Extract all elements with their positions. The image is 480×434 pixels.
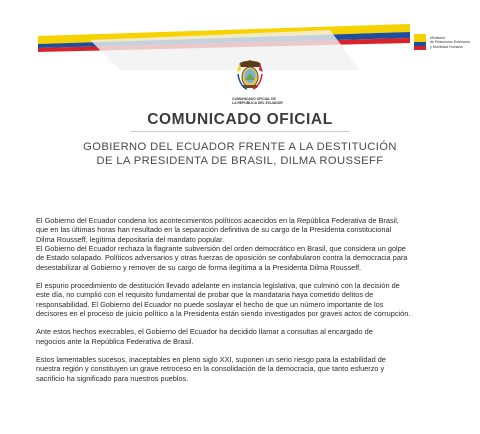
paragraph-line: este día, no cumplió con el requisito fundamental de probar que la mandataria haya cometido delitos de bbox=[36, 290, 374, 300]
paragraph-line: negocios ante la República Federativa de Brasil. bbox=[36, 336, 194, 346]
ministry-line-3: y Movilidad Humana bbox=[430, 44, 463, 49]
arms-caption-line-2: LA REPÚBLICA DEL ECUADOR bbox=[232, 101, 283, 106]
subtitle-line-1: GOBIERNO DEL ECUADOR FRENTE A LA DESTITUCIÓN bbox=[83, 141, 397, 153]
paragraph-line: Ante estos hechos execrables, el Gobierno del Ecuador ha decidido llamar a consultas al encargado de bbox=[36, 327, 373, 337]
paragraph-line: de Estado solapado. Políticos adversarios y otras fuerzas de oposición se confabularon contra la democracia para bbox=[36, 253, 408, 263]
paragraph-line: que en las últimas horas han resultado en la separación definitiva de su cargo de la Presidenta constitucional bbox=[36, 225, 392, 235]
paragraph-5 bbox=[36, 355, 466, 383]
communique-body bbox=[36, 216, 466, 383]
arms-caption bbox=[232, 97, 292, 105]
paragraph-line: El Gobierno del Ecuador rechaza la flagrante subversión del orden democrático en Brasil, que considera un golpe bbox=[36, 244, 406, 254]
ministry-logo bbox=[412, 30, 474, 62]
paragraph-line: El espurio procedimiento de destitución llevado adelante en instancia legislativa, que culminó con la decisión de bbox=[36, 281, 400, 291]
page-title: COMUNICADO OFICIAL bbox=[147, 111, 333, 128]
paragraph-line: nuestra región y constituyen un grave retroceso en la consolidación de la democracia, que tanto esfuerzo y bbox=[36, 364, 385, 374]
paragraph-4 bbox=[36, 327, 466, 346]
page-subtitle bbox=[0, 140, 480, 168]
paragraph-line: El Gobierno del Ecuador condena los acontecimientos políticos acaecidos en la República Federativa de Brasil, bbox=[36, 216, 399, 225]
subtitle-line-2: DE LA PRESIDENTA DE BRASIL, DILMA ROUSSEFF bbox=[96, 155, 384, 167]
arms-caption-line-1: COMUNICADO OFICIAL DE bbox=[232, 97, 276, 101]
paragraph-line: Estos lamentables sucesos, inaceptables en pleno siglo XXI, suponen un serio riesgo para la estabilidad de bbox=[36, 355, 386, 365]
paragraph-line: decisores en el proceso de juicio político a la Presidenta están siendo investigados por graves actos de corrupción. bbox=[36, 309, 411, 319]
paragraph-3 bbox=[36, 281, 466, 318]
paragraph-1 bbox=[36, 216, 466, 244]
paragraph-line: desestabilizar al Gobierno y remover de su cargo de forma ilegítima a la Presidenta Dilma Rousseff. bbox=[36, 262, 362, 272]
title-divider bbox=[130, 131, 350, 132]
paragraph-2 bbox=[36, 244, 466, 272]
ministry-flag-icon bbox=[412, 32, 428, 54]
ministry-line-1: Ministerio bbox=[430, 36, 446, 40]
ministry-name bbox=[430, 36, 476, 49]
coat-of-arms-icon bbox=[235, 58, 265, 92]
paragraph-line: responsabilidad. El Gobierno del Ecuador no puede soslayar el hecho de que un número importante de los bbox=[36, 299, 384, 309]
paragraph-line: sacrificio ha significado para nuestros pueblos. bbox=[36, 373, 189, 383]
ministry-line-2: de Relaciones Exteriores bbox=[430, 40, 470, 45]
paragraph-line: Dilma Rousseff, legítima depositaria del mandato popular. bbox=[36, 234, 225, 244]
